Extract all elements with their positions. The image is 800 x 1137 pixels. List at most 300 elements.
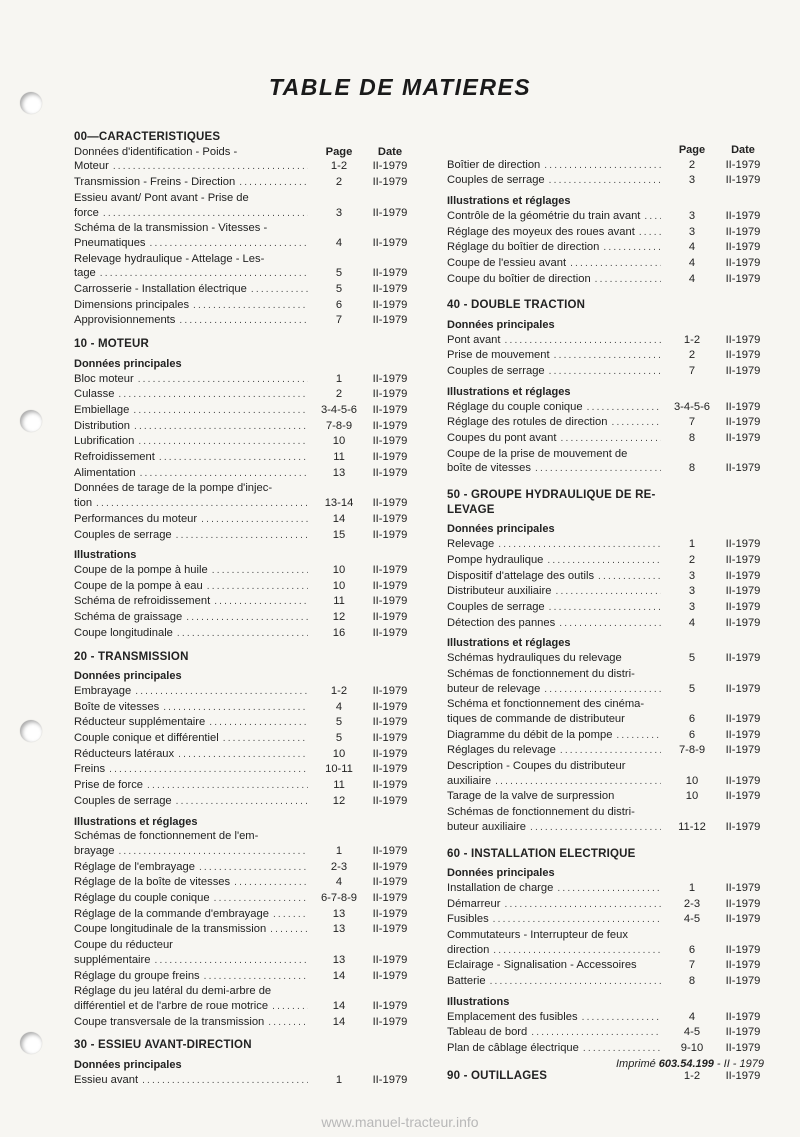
toc-entry: [74, 684, 414, 700]
toc-entry: [74, 875, 414, 891]
entry-label: Détection des pannes: [447, 616, 556, 629]
toc-entry: [74, 999, 414, 1015]
entry-date: II-1979: [725, 538, 761, 551]
entry-page: 13-14: [324, 497, 354, 510]
dot-leader: [611, 416, 661, 431]
dot-leader: [223, 732, 308, 747]
entry-date: II-1979: [725, 959, 761, 972]
dot-leader: [560, 744, 661, 759]
date-column-header: Date: [377, 145, 403, 158]
entry-page: 2: [688, 553, 696, 566]
entry-label: Couples de serrage: [447, 365, 545, 378]
entry-date: II-1979: [372, 595, 408, 608]
toc-entry: [447, 974, 767, 990]
entry-page: 11: [333, 779, 345, 792]
toc-entry: [447, 569, 767, 585]
entry-date: II-1979: [372, 999, 408, 1012]
entry-page: 13: [332, 466, 346, 479]
entry-label: Réglages du relevage: [447, 744, 556, 757]
toc-entry: [447, 651, 767, 667]
entry-page: 1-2: [330, 684, 348, 697]
entry-date: II-1979: [725, 569, 761, 582]
entry-label: Plan de câblage électrique: [447, 1041, 579, 1054]
entry-label: Coupe de l'essieu avant: [447, 256, 567, 269]
toc-entry: [74, 907, 414, 923]
entry-label: Coupe de la pompe à huile: [74, 563, 208, 576]
entry-page: 2-3: [330, 860, 348, 873]
toc-entry: [447, 348, 767, 364]
punch-hole: [20, 410, 42, 432]
toc-entry: [74, 579, 414, 595]
entry-page: 4-5: [683, 1026, 701, 1039]
toc-entry: [447, 1010, 767, 1026]
entry-label: Distribution: [74, 419, 130, 432]
toc-entry: [74, 466, 414, 482]
entry-page: 4: [688, 256, 696, 269]
dot-leader: [135, 685, 308, 700]
entry-date: II-1979: [725, 333, 761, 346]
toc-entry: [447, 958, 767, 974]
toc-entry: [447, 897, 767, 913]
dot-leader: [204, 970, 308, 985]
toc-entry: [447, 537, 767, 553]
dot-leader: [272, 1000, 308, 1015]
entry-page: 1-2: [683, 1069, 701, 1082]
entry-date: II-1979: [725, 416, 761, 429]
toc-entry: [447, 1069, 767, 1084]
entry-date: II-1979: [372, 732, 408, 745]
entry-label: Pont avant: [447, 333, 501, 346]
entry-page: 4: [335, 700, 343, 713]
dot-leader: [490, 975, 661, 990]
section-title: 30 - ESSIEU AVANT-DIRECTION: [74, 1039, 252, 1052]
entry-label: Eclairage - Signalisation - Accessoires: [447, 959, 637, 972]
entry-date: II-1979: [725, 174, 761, 187]
entry-label: Couples de serrage: [447, 600, 545, 613]
dot-leader: [159, 451, 308, 466]
entry-label: Contrôle de la géométrie du train avant: [447, 209, 641, 222]
entry-label: boîte de vitesses: [447, 462, 531, 475]
toc-entry: [447, 415, 767, 431]
dot-leader: [199, 861, 308, 876]
toc-entry: [447, 400, 767, 416]
entry-date: II-1979: [372, 512, 408, 525]
entry-date: II-1979: [725, 897, 761, 910]
entry-page: 14: [332, 1015, 346, 1028]
toc-entry: [74, 512, 414, 528]
entry-date: II-1979: [372, 388, 408, 401]
entry-page: 7-8-9: [678, 744, 706, 757]
dot-leader: [555, 585, 661, 600]
entry-label: Réglage des rotules de direction: [447, 416, 608, 429]
dot-leader: [214, 595, 308, 610]
entry-page: 1: [688, 538, 696, 551]
entry-page: 7: [688, 959, 696, 972]
entry-label: Réglage du couple conique: [74, 892, 210, 905]
entry-date: II-1979: [725, 913, 761, 926]
entry-page: 7-8-9: [325, 419, 353, 432]
entry-date: II-1979: [725, 1010, 761, 1023]
toc-entry: [447, 616, 767, 632]
dot-leader: [549, 174, 661, 189]
entry-page: 3: [688, 600, 696, 613]
entry-date: II-1979: [372, 1015, 408, 1028]
entry-date: II-1979: [372, 892, 408, 905]
print-reference: [616, 1058, 764, 1070]
toc-entry: [74, 747, 414, 763]
toc-entry: [74, 860, 414, 876]
entry-label: Prise de mouvement: [447, 349, 550, 362]
entry-page: 1: [335, 1073, 343, 1086]
entry-label: buteur auxiliaire: [447, 820, 526, 833]
entry-page: 10: [332, 747, 346, 760]
entry-label: Freins: [74, 763, 106, 776]
entry-page: 6: [688, 728, 696, 741]
entry-label: Installation de charge: [447, 881, 554, 894]
entry-page: 2-3: [683, 897, 701, 910]
dot-leader: [554, 349, 661, 364]
entry-date: II-1979: [372, 160, 408, 173]
dot-leader: [251, 283, 308, 298]
toc-entry: [74, 434, 414, 450]
entry-page: 4: [688, 241, 696, 254]
toc-entry: [74, 282, 414, 298]
section-title: 00—CARACTERISTIQUES: [74, 131, 221, 143]
entry-date: II-1979: [725, 158, 761, 171]
entry-label: Culasse: [74, 388, 115, 401]
entry-date: II-1979: [725, 881, 761, 894]
toc-entry: [447, 158, 767, 174]
entry-label: Schémas de fonctionnement du distri-: [447, 806, 635, 819]
entry-date: II-1979: [372, 747, 408, 760]
entry-label: Coupe longitudinale: [74, 626, 173, 639]
toc-entry: [74, 922, 414, 938]
dot-leader: [547, 554, 661, 569]
toc-entry: [447, 1025, 767, 1041]
dot-leader: [535, 462, 661, 477]
entry-page: 7: [335, 314, 343, 327]
entry-date: II-1979: [725, 1026, 761, 1039]
toc-entry: [74, 159, 414, 175]
toc-entry: [74, 496, 414, 512]
entry-page: 13: [332, 907, 346, 920]
dot-leader: [644, 210, 661, 225]
toc-entry: [74, 206, 414, 222]
entry-label: Dimensions principales: [74, 298, 190, 311]
toc-entry: [74, 1073, 414, 1089]
entry-label: Lubrification: [74, 435, 135, 448]
entry-label: Couples de serrage: [74, 528, 172, 541]
dot-leader: [270, 923, 308, 938]
entry-label: Réglage de la boîte de vitesses: [74, 876, 231, 889]
toc-entry: [74, 419, 414, 435]
entry-date: II-1979: [372, 684, 408, 697]
dot-leader: [493, 944, 661, 959]
dot-leader: [207, 580, 308, 595]
toc-entry: [74, 175, 414, 191]
entry-date: II-1979: [372, 497, 408, 510]
toc-entry: [74, 403, 414, 419]
entry-page: 4: [688, 1010, 696, 1023]
toc-entry: [447, 912, 767, 928]
entry-date: II-1979: [372, 528, 408, 541]
toc-entry: [74, 778, 414, 794]
entry-label: Tarage de la valve de surpression: [447, 790, 615, 803]
toc-entry: [74, 794, 414, 810]
toc-entry: [447, 682, 767, 698]
entry-label: Carrosserie - Installation électrique: [74, 283, 247, 296]
entry-label: Pneumatiques: [74, 236, 146, 249]
entry-page: 13: [332, 953, 346, 966]
toc-entry: [74, 715, 414, 731]
entry-date: II-1979: [372, 763, 408, 776]
dot-leader: [133, 404, 308, 419]
entry-date: II-1979: [372, 953, 408, 966]
entry-date: II-1979: [372, 451, 408, 464]
entry-page: 2: [688, 349, 696, 362]
punch-hole: [20, 1032, 42, 1054]
entry-label: Embrayage: [74, 684, 132, 697]
dot-leader: [138, 435, 308, 450]
entry-label: Données de tarage de la pompe d'injec-: [74, 482, 273, 495]
dot-leader: [505, 334, 662, 349]
entry-page: 15: [332, 528, 346, 541]
entry-date: II-1979: [372, 403, 408, 416]
toc-entry: [447, 881, 767, 897]
entry-page: 5: [335, 716, 343, 729]
entry-label: tage: [74, 267, 96, 280]
entry-date: II-1979: [725, 400, 761, 413]
entry-label: Couples de serrage: [74, 794, 172, 807]
entry-label: Relevage hydraulique - Attelage - Les-: [74, 252, 265, 265]
entry-label: Coupe transversale de la transmission: [74, 1015, 265, 1028]
entry-date: II-1979: [372, 923, 408, 936]
dot-leader: [616, 729, 661, 744]
entry-page: 4: [335, 876, 343, 889]
entry-label: Démarreur: [447, 897, 501, 910]
toc-header: [447, 143, 767, 158]
entry-date: II-1979: [372, 372, 408, 385]
subsection-title: Données principales: [447, 523, 555, 536]
dot-leader: [495, 775, 661, 790]
entry-page: 12: [332, 611, 346, 624]
toc-entry: [74, 298, 414, 314]
dot-leader: [147, 779, 308, 794]
entry-page: 2: [335, 388, 343, 401]
print-date: - II - 1979: [716, 1058, 764, 1070]
dot-leader: [209, 716, 308, 731]
entry-date: II-1979: [725, 712, 761, 725]
entry-label: Réducteurs latéraux: [74, 747, 175, 760]
punch-hole: [20, 720, 42, 742]
entry-date: II-1979: [372, 563, 408, 576]
toc-entry: [447, 584, 767, 600]
entry-page: 3: [688, 209, 696, 222]
entry-date: II-1979: [725, 975, 761, 988]
dot-leader: [186, 611, 308, 626]
entry-date: II-1979: [725, 774, 761, 787]
entry-date: II-1979: [725, 790, 761, 803]
entry-date: II-1979: [725, 616, 761, 629]
subsection-title: Illustrations et réglages: [447, 195, 571, 208]
entry-page: 2: [688, 158, 696, 171]
section-title: 40 - DOUBLE TRACTION: [447, 299, 586, 312]
dot-leader: [504, 898, 661, 913]
entry-page: 7: [688, 365, 696, 378]
toc-entry: [74, 313, 414, 329]
entry-page: 10: [332, 435, 346, 448]
date-column-header: Date: [731, 144, 755, 156]
entry-page: 10: [685, 774, 699, 787]
subsection-title: Illustrations et réglages: [74, 815, 198, 828]
entry-label: tion: [74, 497, 93, 510]
entry-page: 10: [332, 579, 346, 592]
page-column-header: Page: [325, 145, 353, 158]
dot-leader: [113, 160, 308, 175]
entry-page: 1: [335, 372, 343, 385]
entry-label: Coupe du réducteur: [74, 939, 173, 952]
toc-entry: [447, 256, 767, 272]
toc-left-column: [74, 130, 414, 1088]
entry-date: II-1979: [725, 820, 761, 833]
subsection-title: Données principales: [74, 670, 182, 683]
entry-label: Performances du moteur: [74, 512, 198, 525]
toc-entry: [74, 450, 414, 466]
entry-page: 10: [685, 790, 699, 803]
toc-entry: [74, 762, 414, 778]
dot-leader: [549, 365, 661, 380]
dot-leader: [560, 432, 661, 447]
entry-label: Transmission - Freins - Direction: [74, 176, 236, 189]
entry-date: II-1979: [725, 225, 761, 238]
toc-entry: [447, 774, 767, 790]
toc-entry: [447, 272, 767, 288]
dot-leader: [544, 159, 661, 174]
dot-leader: [268, 1016, 308, 1031]
entry-page: 3: [688, 174, 696, 187]
entry-page: 3-4-5-6: [673, 400, 711, 413]
dot-leader: [176, 529, 308, 544]
toc-entry: [447, 333, 767, 349]
entry-date: II-1979: [725, 682, 761, 695]
entry-label: Commutateurs - Interrupteur de feux: [447, 929, 628, 942]
toc-entry: [447, 431, 767, 447]
entry-label: Schéma de refroidissement: [74, 595, 211, 608]
entry-page: 12: [332, 794, 346, 807]
entry-page: 5: [335, 283, 343, 296]
subsection-title: Illustrations: [74, 549, 137, 562]
entry-label: Schémas hydrauliques du relevage: [447, 652, 622, 665]
toc-entry: [447, 240, 767, 256]
entry-label: Approvisionnements: [74, 314, 176, 327]
entry-date: II-1979: [372, 176, 408, 189]
toc-entry: [447, 461, 767, 477]
dot-leader: [598, 570, 661, 585]
entry-label: Alimentation: [74, 466, 136, 479]
entry-page: 4: [688, 616, 696, 629]
entry-label: Boîte de vitesses: [74, 700, 160, 713]
entry-date: II-1979: [725, 728, 761, 741]
entry-date: II-1979: [372, 860, 408, 873]
dot-leader: [193, 299, 308, 314]
toc-entry: [74, 563, 414, 579]
entry-label: Réglage du jeu latéral du demi-arbre de: [74, 985, 272, 998]
entry-label: Pompe hydraulique: [447, 553, 544, 566]
entry-page: 14: [332, 969, 346, 982]
entry-date: II-1979: [372, 716, 408, 729]
toc-entry: [74, 969, 414, 985]
entry-date: II-1979: [372, 435, 408, 448]
dot-leader: [273, 908, 308, 923]
entry-page: 4: [688, 272, 696, 285]
entry-label: Données d'identification - Poids -: [74, 145, 238, 158]
entry-label: Coupe du boîtier de direction: [447, 272, 591, 285]
dot-leader: [498, 538, 661, 553]
print-code: 603.54.199: [658, 1058, 714, 1070]
entry-date: II-1979: [372, 611, 408, 624]
dot-leader: [544, 683, 661, 698]
entry-label: Schémas de fonctionnement de l'em-: [74, 830, 259, 843]
entry-label: supplémentaire: [74, 953, 151, 966]
toc-entry: [74, 891, 414, 907]
subsection-title: Données principales: [74, 1059, 182, 1072]
entry-page: 4-5: [683, 913, 701, 926]
entry-label: Fusibles: [447, 913, 489, 926]
dot-leader: [150, 237, 308, 252]
toc-entry: [447, 743, 767, 759]
entry-label: Description - Coupes du distributeur: [447, 760, 626, 773]
entry-label: Couple conique et différentiel: [74, 732, 219, 745]
entry-date: II-1979: [372, 969, 408, 982]
dot-leader: [177, 627, 308, 642]
toc-entry: [447, 600, 767, 616]
entry-label: buteur de relevage: [447, 682, 541, 695]
toc-entry: [74, 528, 414, 544]
toc-entry: [447, 173, 767, 189]
entry-page: 3: [688, 225, 696, 238]
dot-leader: [557, 882, 661, 897]
toc-entry: [74, 266, 414, 282]
entry-label: Couples de serrage: [447, 174, 545, 187]
toc-entry: [447, 820, 767, 836]
entry-label: Schéma de graissage: [74, 611, 183, 624]
entry-label: tiques de commande de distributeur: [447, 712, 625, 725]
dot-leader: [118, 845, 308, 860]
subsection-title: Données principales: [74, 357, 182, 370]
entry-page: 7: [688, 416, 696, 429]
dot-leader: [493, 913, 661, 928]
entry-date: II-1979: [725, 462, 761, 475]
entry-page: 9-10: [680, 1041, 704, 1054]
entry-page: 6: [688, 712, 696, 725]
entry-page: 1-2: [683, 333, 701, 346]
entry-page: 11-12: [678, 820, 706, 833]
section-title: 10 - MOTEUR: [74, 338, 150, 351]
entry-page: 1: [688, 881, 696, 894]
entry-date: II-1979: [372, 236, 408, 249]
entry-page: 3: [688, 569, 696, 582]
entry-date: II-1979: [372, 314, 408, 327]
entry-page: 4: [335, 236, 343, 249]
dot-leader: [179, 314, 308, 329]
dot-leader: [549, 601, 661, 616]
entry-page: 6-7-8-9: [320, 892, 358, 905]
entry-label: brayage: [74, 844, 115, 857]
entry-page: 5: [335, 732, 343, 745]
entry-label: Embiellage: [74, 403, 130, 416]
section-title: 60 - INSTALLATION ELECTRIQUE: [447, 847, 636, 860]
entry-label: Réglage du couple conique: [447, 400, 583, 413]
